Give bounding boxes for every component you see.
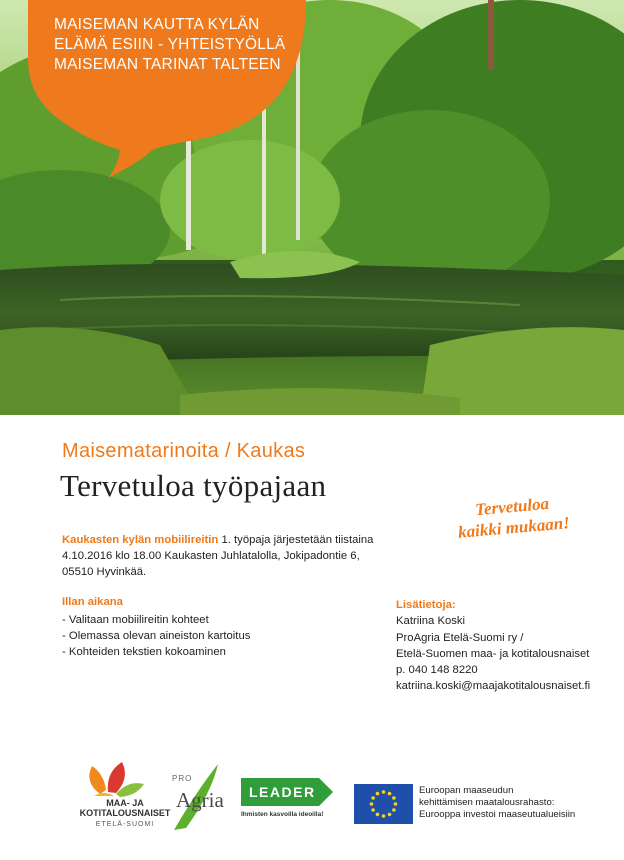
mk-line: MAA- JA (106, 798, 144, 808)
contact-line: Etelä-Suomen maa- ja kotitalousnaiset (396, 647, 590, 660)
proagria-name: Agria (176, 788, 224, 812)
welcome-line: Tervetuloa (474, 493, 550, 520)
list-item: - Olemassa olevan aineiston kartoitus (62, 628, 250, 644)
page-title: Tervetuloa työpajaan (60, 468, 327, 503)
contact-phone: p. 040 148 8220 (396, 664, 478, 677)
contact-email[interactable]: katriina.koski@maajakotitalousnaiset.fi (396, 680, 591, 693)
intro-text: 1. työpaja järjestetään tiistaina 4.10.2016 klo 18.00 Kaukasten Juhlatalolla, Jokipadontie 6, 05510 Hyvinkää. (62, 534, 374, 578)
bubble-line: ELÄMÄ ESIIN - YHTEISTYÖLLÄ (54, 36, 286, 53)
evening-heading: Illan aikana (62, 596, 123, 608)
mk-line: KOTITALOUSNAISET (79, 808, 171, 818)
leader-badge (241, 778, 319, 806)
contact-line: ProAgria Etelä-Suomi ry / (396, 631, 524, 644)
eu-line: kehittämisen maatalousrahasto: (419, 797, 555, 808)
headline-bubble (54, 15, 284, 75)
hero-photo (0, 0, 624, 415)
maa-ja-kotitalousnaiset-logo (70, 760, 180, 834)
proagria-pro: PRO (172, 774, 193, 783)
proagria-logo (166, 762, 226, 826)
kicker: Maisematarinoita / Kaukas (62, 440, 306, 462)
intro-paragraph (62, 532, 382, 580)
intro-lead: Kaukasten kylän mobiilireitin (62, 534, 219, 546)
welcome-note (426, 489, 599, 546)
contact-line: Katriina Koski (396, 615, 466, 628)
bubble-line: MAISEMAN KAUTTA KYLÄN (54, 16, 260, 33)
eu-line: Euroopan maaseudun (419, 785, 514, 796)
welcome-line: kaikki mukaan! (457, 513, 571, 542)
contact-heading: Lisätietoja: (396, 599, 456, 611)
eu-line: Eurooppa investoi maaseutualueisiin (419, 809, 576, 820)
leader-logo (241, 778, 331, 822)
eu-flag-icon (354, 784, 413, 824)
contact-block (396, 597, 590, 695)
list-item: - Valitaan mobiilireitin kohteet (62, 612, 250, 628)
evening-list (62, 612, 250, 660)
bubble-line: MAISEMAN TARINAT TALTEEN (54, 56, 281, 73)
leader-label: LEADER (249, 784, 316, 800)
arrow-icon (319, 778, 333, 806)
mk-sub: ETELÄ-SUOMI (95, 821, 155, 828)
eu-funding-text (419, 785, 575, 821)
list-item: - Kohteiden tekstien kokoaminen (62, 644, 250, 660)
eu-stars-icon (354, 784, 413, 824)
flower-icon (70, 760, 180, 800)
leader-tagline: Ihmisten kasvoilla ideoilla! (241, 811, 324, 818)
